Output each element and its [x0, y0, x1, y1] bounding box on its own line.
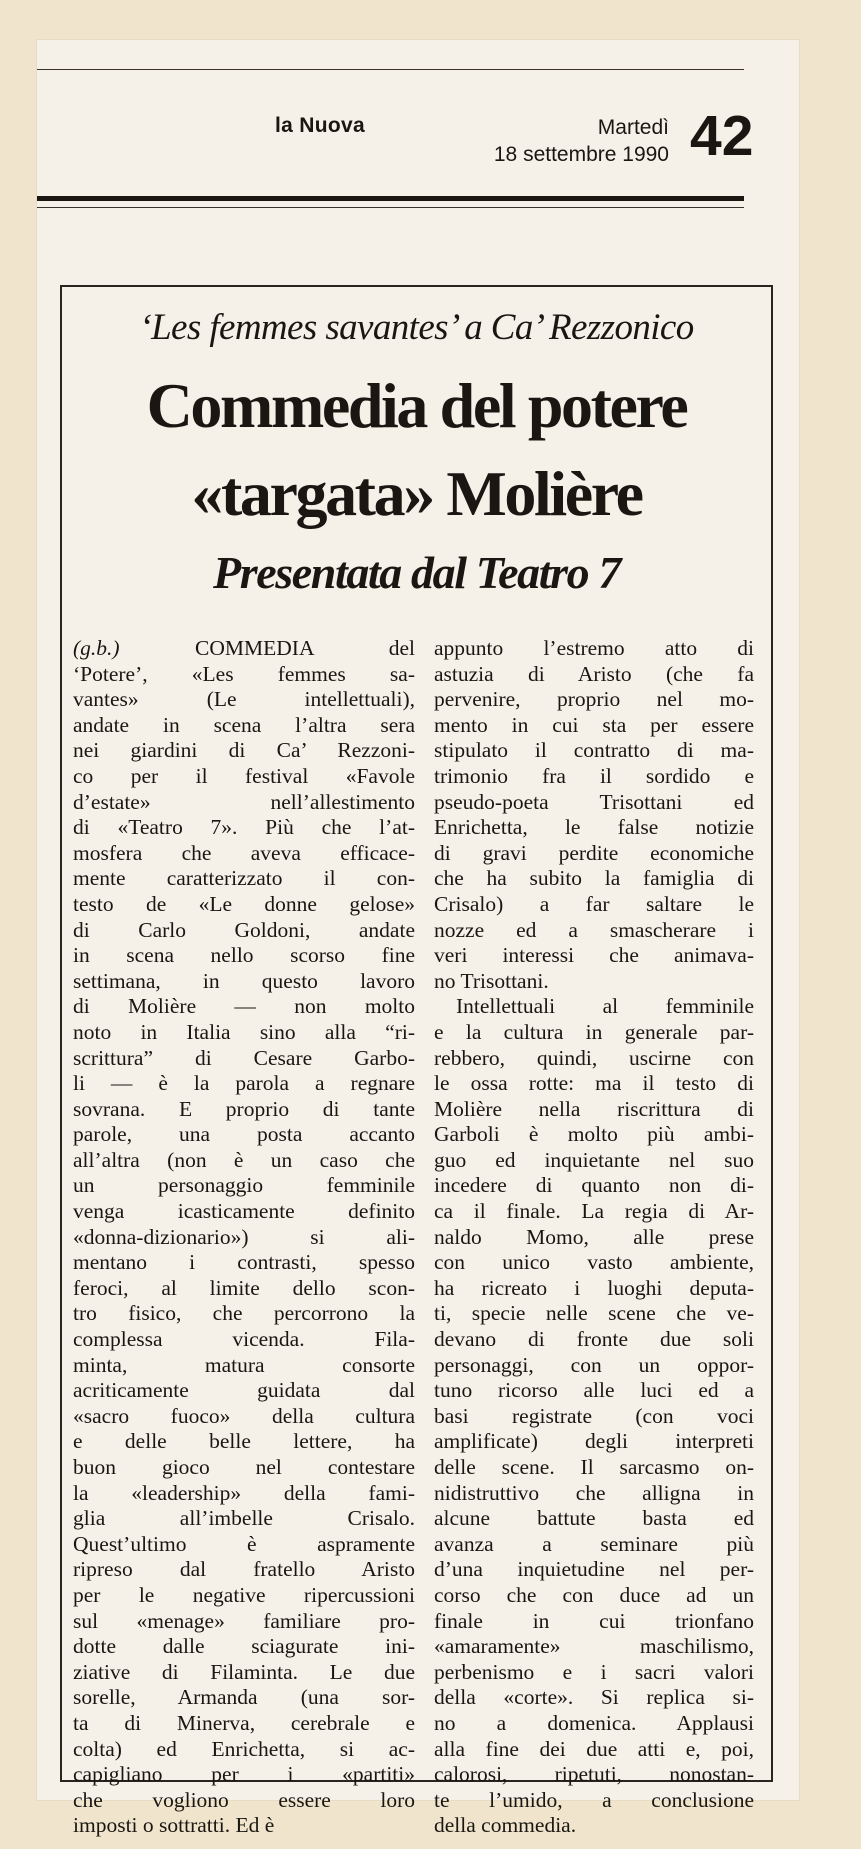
article-text-line: della «corte». Si replica si- [434, 1685, 754, 1710]
article-text-line: personaggi, con un oppor- [434, 1352, 754, 1377]
article-text-line: parole, una posta accanto [73, 1122, 415, 1147]
article-text-line: nei giardini di Ca’ Rezzoni- [73, 738, 415, 763]
article-text-line: che vogliono essere loro [73, 1787, 415, 1812]
article-text-line: naldo Momo, alle prese [434, 1224, 754, 1249]
article-text-line: (g.b.) COMMEDIA del [73, 636, 415, 660]
article-text-line: basi registrate (con voci [434, 1403, 754, 1428]
article-text-line: che ha subito la famiglia di [434, 866, 754, 891]
article-text-line: guo ed inquietante nel suo [434, 1147, 754, 1172]
article-text-line: capigliano per i «partiti» [73, 1762, 415, 1787]
article-text-line: ti, specie nelle scene che ve- [434, 1301, 754, 1326]
issue-date [494, 114, 669, 168]
article-text-line: li — è la parola a regnare [73, 1071, 415, 1096]
article-text-line: tro fisico, che percorrono la [73, 1301, 415, 1326]
article-text-line: rebbero, quindi, uscirne con [434, 1045, 754, 1070]
article-text-line: finale in cui trionfano [434, 1608, 754, 1633]
article-text-line: astuzia di Aristo (che fa [434, 661, 754, 686]
article-text-line: complessa vicenda. Fila- [73, 1327, 415, 1352]
article-text-line: ‘Potere’, «Les femmes sa- [73, 661, 415, 686]
article-text-line: buon gioco nel contestare [73, 1455, 415, 1479]
article-text-line: di Carlo Goldoni, andate [73, 917, 415, 942]
article-text-line: Quest’ultimo è aspramente [73, 1531, 415, 1556]
headline-line-2: «targata» Molière [191, 458, 642, 529]
article-text-line: Intellettuali al femminile [456, 994, 754, 1019]
article-text-line: co per il festival «Favole [73, 763, 415, 788]
article-text-line: dotte dalle sciagurate ini- [73, 1634, 415, 1659]
article-text-line: vantes» (Le intellettuali), [73, 687, 415, 712]
article-text-line: sorelle, Armanda (una sor- [73, 1685, 415, 1710]
article-text-line: ripreso dal fratello Aristo [73, 1557, 415, 1582]
newspaper-name: la Nuova [275, 114, 365, 137]
article-text-line: di «Teatro 7». Più che l’at- [73, 815, 415, 840]
article-column-2 [434, 636, 754, 1839]
article-text-line: feroci, al limite dello scon- [73, 1275, 415, 1300]
article-text-line: ca il finale. La regia di Ar- [434, 1199, 754, 1224]
article-text-line: mento in cui sta per essere [434, 712, 754, 737]
masthead-thick-rule [37, 196, 744, 201]
article-text-line: ziative di Filaminta. Le due [73, 1659, 415, 1684]
article-text-line: avanza a seminare più [434, 1531, 754, 1556]
article-text-line: e la cultura in generale par- [434, 1019, 754, 1044]
article-text-line: e delle belle lettere, ha [73, 1429, 415, 1454]
article-text-line: con unico vasto ambiente, [434, 1250, 754, 1275]
article-text-line: colta) ed Enrichetta, si ac- [73, 1736, 415, 1761]
article-text-line: mosfera che aveva efficace- [73, 840, 415, 865]
article-column-1 [73, 636, 415, 1839]
article-text-line: sovrana. E proprio di tante [73, 1096, 415, 1121]
article-text-line: no Trisottani. [434, 968, 549, 993]
article-text-line: alla fine dei due atti e, poi, [434, 1736, 754, 1761]
article-text-line: no a domenica. Applausi [434, 1710, 754, 1735]
article-text-line: la «leadership» della fami- [73, 1480, 415, 1505]
article-text-line: di Molière — non molto [73, 994, 415, 1019]
article-text-line: mente caratterizzato il con- [73, 866, 415, 891]
article-text-line: noto in Italia sino alla “ri- [73, 1019, 415, 1044]
masthead-top-rule [37, 69, 744, 70]
article-text-line: Molière nella riscrittura di [434, 1096, 754, 1121]
article-text-line: della commedia. [434, 1813, 577, 1838]
headline-line-1: Commedia del potere [146, 370, 687, 441]
article-text-line: pseudo-poeta Trisottani ed [434, 789, 754, 814]
article-text-line: andate in scena l’altra sera [73, 712, 415, 737]
article-text-line: settimana, in questo lavoro [73, 968, 415, 993]
article-text-line: veri interessi che animava- [434, 943, 754, 968]
page-number: 42 [690, 104, 754, 168]
article-text-line: tuno ricorso alle luci ed a [434, 1378, 754, 1403]
article-text-line: trimonio fra il sordido e [434, 763, 754, 788]
article-text-line: corso che con duce ad un [434, 1582, 754, 1607]
article-text-line: nidistruttivo che alligna in [434, 1480, 754, 1505]
article-text-line: in scena nello scorso fine [73, 943, 415, 968]
article-text-line: amplificate) degli interpreti [434, 1429, 754, 1454]
article-text-line: ha ricreato i luoghi deputa- [434, 1275, 754, 1300]
article-text-line: d’una inquietudine nel per- [434, 1557, 754, 1582]
article-text-line: calorosi, ripetuti, nonostan- [434, 1762, 754, 1787]
article-text-line: d’estate» nell’allestimento [73, 789, 415, 814]
article-text-line: delle scene. Il sarcasmo on- [434, 1455, 754, 1479]
article-text-line: Enrichetta, le false notizie [434, 815, 754, 840]
article-text-line: te l’umido, a conclusione [434, 1787, 754, 1812]
issue-full-date: 18 settembre 1990 [493, 143, 669, 166]
article-text-line: per le negative ripercussioni [73, 1582, 415, 1607]
article-text-line: glia all’imbelle Crisalo. [73, 1506, 415, 1531]
article-text-line: di gravi perdite economiche [434, 840, 754, 865]
article-text-line: minta, matura consorte [73, 1352, 415, 1377]
article-text-line: venga icasticamente definito [73, 1199, 415, 1224]
article-text-line: Crisalo) a far saltare le [434, 891, 754, 916]
article-text-line: incedere di quanto non di- [434, 1173, 754, 1198]
article-text-line: «sacro fuoco» della cultura [73, 1403, 415, 1428]
article-text-line: testo de «Le donne gelose» [73, 891, 415, 916]
article-text-line: acriticamente guidata dal [73, 1378, 415, 1403]
article-text-line: stipulato il contratto di ma- [434, 738, 754, 763]
article-text-line: scrittura” di Cesare Garbo- [73, 1045, 415, 1070]
article-text-line: ta di Minerva, cerebrale e [73, 1710, 415, 1735]
masthead-bottom-rule [37, 207, 744, 208]
article-subhead: Presentata dal Teatro 7 [213, 547, 620, 598]
article-text-line: le ossa rotte: ma il testo di [434, 1071, 754, 1096]
article-text-line: Garboli è molto più ambi- [434, 1122, 754, 1147]
article-kicker: ‘Les femmes savantes’ a Ca’ Rezzonico [139, 307, 694, 348]
issue-weekday: Martedì [597, 116, 669, 139]
article-text-line: pervenire, proprio nel mo- [434, 687, 754, 712]
article-text-line: «donna-dizionario») si ali- [73, 1224, 415, 1249]
article-text-line: «amaramente» maschilismo, [434, 1634, 754, 1659]
article-text-line: perbenismo e i sacri valori [434, 1659, 754, 1684]
article-text-line: imposti o sottratti. Ed è [73, 1813, 275, 1838]
article-text-line: devano di fronte due soli [434, 1327, 754, 1352]
article-text-line: un personaggio femminile [73, 1173, 415, 1198]
article-text-line: alcune battute basta ed [434, 1506, 754, 1531]
article-text-line: all’altra (non è un caso che [73, 1147, 415, 1172]
article-text-line: nozze ed a smascherare i [434, 917, 754, 942]
article-text-line: sul «menage» familiare pro- [73, 1608, 415, 1633]
article-text-line: mentano i contrasti, spesso [73, 1250, 415, 1275]
article-text-line: appunto l’estremo atto di [434, 636, 754, 660]
